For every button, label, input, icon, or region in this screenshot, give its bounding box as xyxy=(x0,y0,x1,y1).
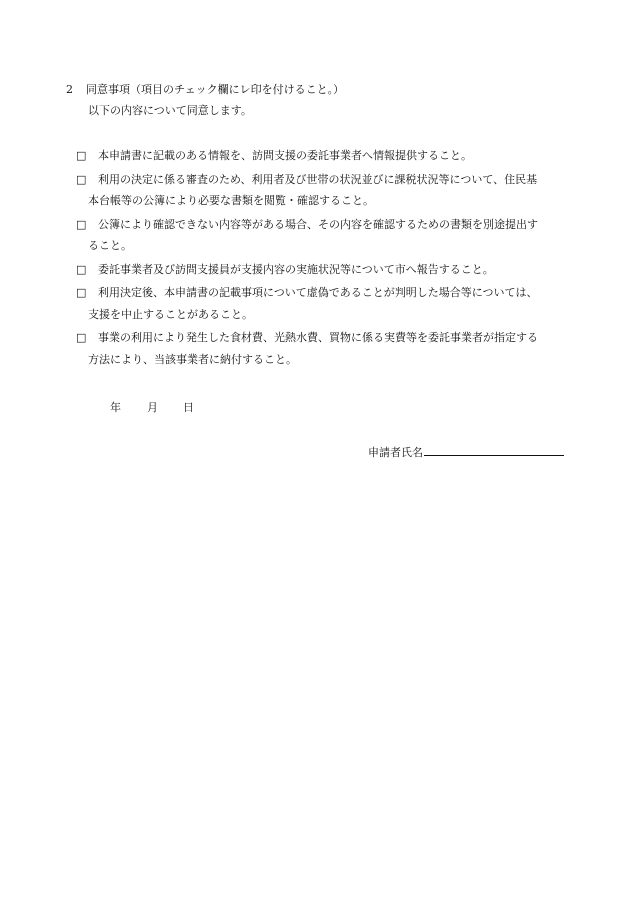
checkbox-icon[interactable]: □ xyxy=(76,331,87,344)
consent-item xyxy=(76,282,576,325)
date-field[interactable] xyxy=(110,400,194,416)
consent-item xyxy=(76,327,576,370)
consent-item-text: 事業の利用により発生した食材費、光熱水費、買物に係る実費等を委託事業者が指定する xyxy=(98,331,538,344)
consent-item-text-continued: 本台帳等の公簿により必要な書類を閲覧・確認すること。 xyxy=(88,194,374,207)
consent-item-text: 公簿により確認できない内容等がある場合、その内容を確認するための書類を別途提出す xyxy=(98,217,538,231)
date-day-label: 日 xyxy=(183,401,194,414)
date-year-label: 年 xyxy=(110,401,121,414)
checkbox-icon[interactable]: □ xyxy=(76,262,87,276)
section-heading xyxy=(66,82,344,98)
date-month-label: 月 xyxy=(147,401,158,414)
applicant-name-line[interactable] xyxy=(424,443,564,456)
consent-item xyxy=(76,169,576,212)
consent-item-text: 利用の決定に係る審査のため、利用者及び世帯の状況並びに課税状況等について、住民基 xyxy=(98,172,538,186)
applicant-name-label: 申請者氏名 xyxy=(368,446,423,459)
section-title: 同意事項（項目のチェック欄にレ印を付けること。） xyxy=(86,83,345,96)
signature-field xyxy=(368,443,564,461)
checkbox-icon[interactable]: □ xyxy=(76,217,87,231)
consent-item-text-continued: ること。 xyxy=(88,239,132,252)
checkbox-icon[interactable]: □ xyxy=(76,286,87,299)
consent-item xyxy=(76,259,576,281)
consent-item xyxy=(76,145,576,167)
section-number: 2 xyxy=(66,83,73,96)
consent-checklist xyxy=(76,145,576,372)
consent-item-text: 利用決定後、本申請書の記載事項について虚偽であることが判明した場合等については、 xyxy=(98,286,538,299)
checkbox-icon[interactable]: □ xyxy=(76,149,87,162)
consent-item-text: 本申請書に記載のある情報を、訪問支援の委託事業者へ情報提供すること。 xyxy=(98,149,472,162)
consent-item xyxy=(76,214,576,257)
consent-item-text: 委託事業者及び訪問支援員が支援内容の実施状況等について市へ報告すること。 xyxy=(98,262,494,276)
consent-intro: 以下の内容について同意します。 xyxy=(88,104,252,117)
checkbox-icon[interactable]: □ xyxy=(76,172,87,186)
consent-item-text-continued: 支援を中止することがあること。 xyxy=(88,307,253,321)
consent-item-text-continued: 方法により、当該事業者に納付すること。 xyxy=(88,352,297,366)
